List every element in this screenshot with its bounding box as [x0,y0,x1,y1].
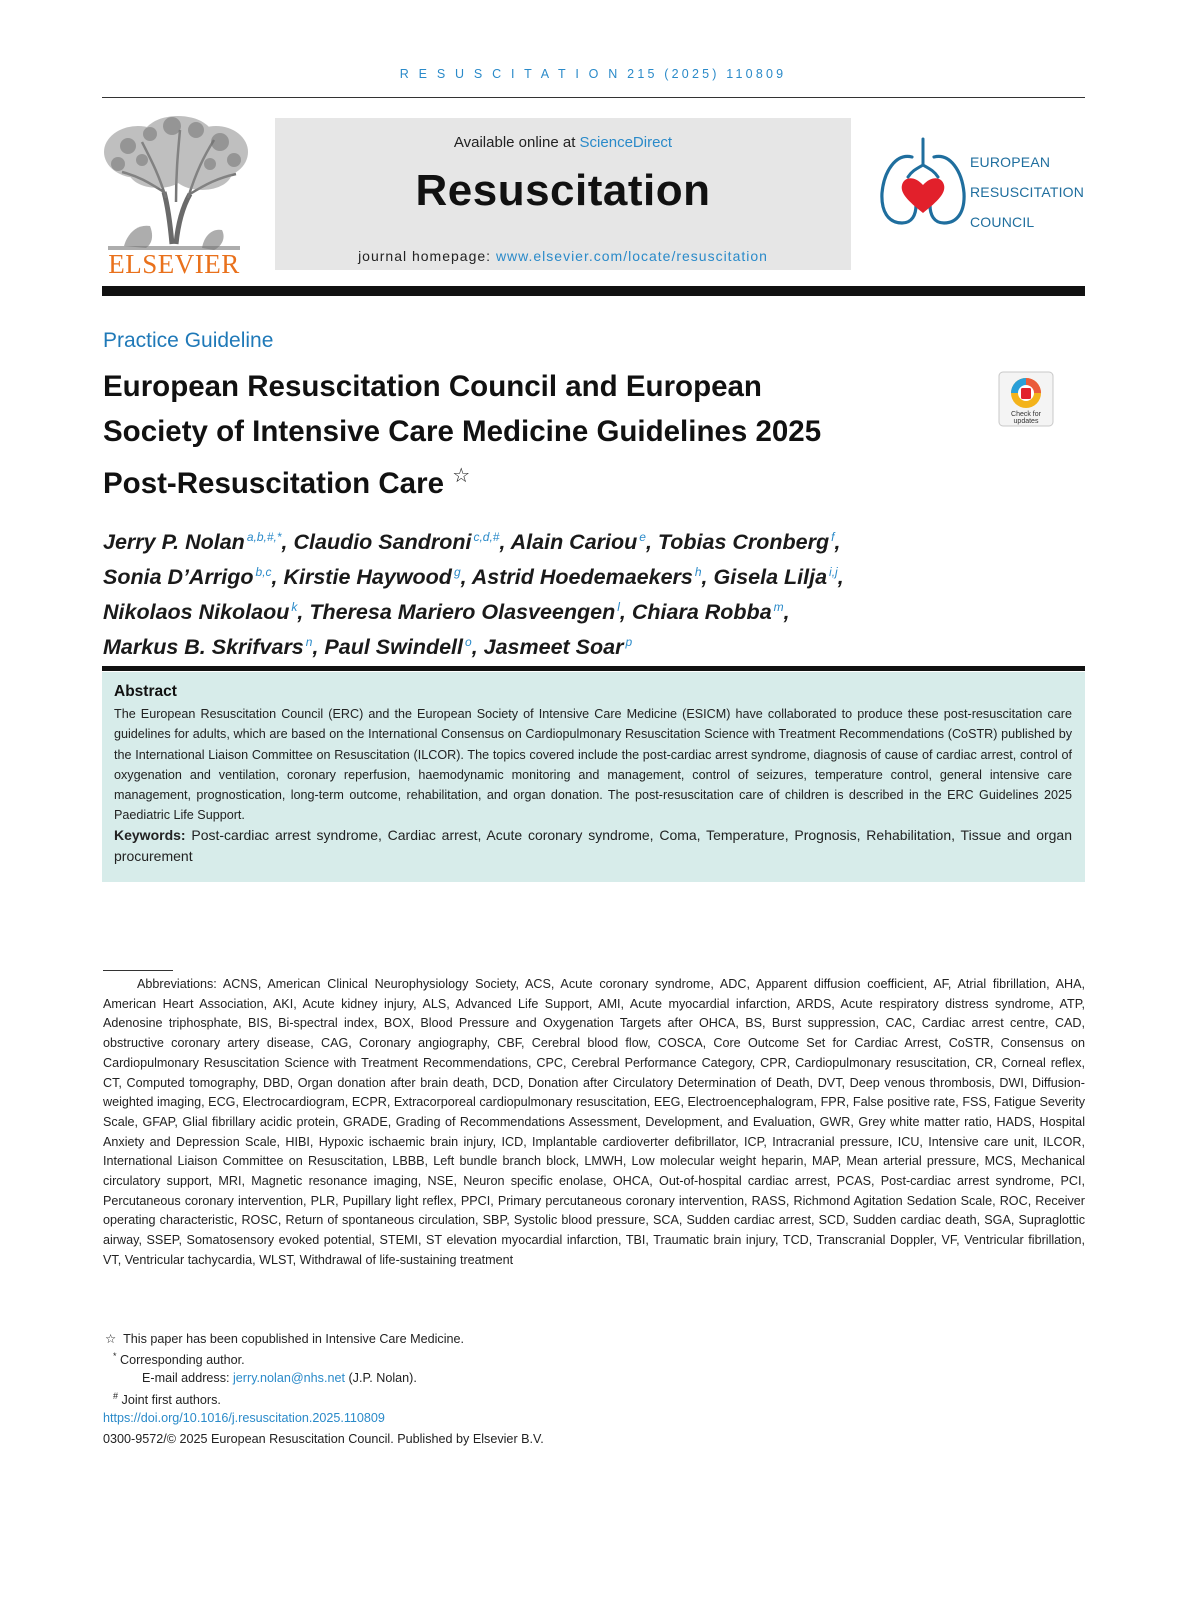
corr-mark: * [113,1351,117,1361]
erc-line-3: COUNCIL [970,214,1035,230]
copyright-line: 0300-9572/© 2025 European Resuscitation Council. Published by Elsevier B.V. [103,1432,544,1446]
keywords-label: Keywords: [114,827,186,844]
check-for-updates-icon[interactable] [998,371,1054,427]
email-prefix: E-mail address: [142,1371,233,1385]
email-note [142,1371,417,1385]
title-line-1: European Resuscitation Council and European [103,370,762,403]
abstract-body: The European Resuscitation Council (ERC) and the European Society of Intensive Care Medicine (ESICM) have collaborated to produce these post-resuscitation care guidelines for adults, which are based on the International Consensus on Cardiopulmonary Resuscitation Science with Treatment Recommendations (CoSTR) published by the International Liaison Committee on Resuscitation (ILCOR). The topics covered include the post-cardiac arrest syndrome, diagnosis of cause of cardiac arrest, control of oxygenation and ventilation, coronary reperfusion, haemodynamic monitoring and management, control of seizures, temperature control, general intensive care management, prognostication, long-term outcome, rehabilitation, and organ donation. The post-resuscitation care of children is described in the ERC Guidelines 2025 Paediatric Life Support. [114,707,1072,823]
author-affiliation[interactable]: p [625,635,633,650]
check-updates-line-1: Check for [1011,411,1041,418]
author-name: Markus B. Skrifvars [103,635,304,660]
author-name: Paul Swindell [324,635,463,660]
author-name: Tobias Cronberg [657,530,830,555]
journal-title: Resuscitation [415,166,711,215]
author-name: Astrid Hoedemaekers [471,565,693,590]
author-affiliation[interactable]: h [694,565,702,580]
abstract-heading: Abstract [114,683,177,700]
section-type: Practice Guideline [103,329,274,352]
abstract-rule [102,666,1085,671]
journal-homepage [275,248,851,264]
corresponding-text: Corresponding author. [120,1353,245,1368]
author-affiliation[interactable]: l [617,600,620,615]
author-name: Nikolaos Nikolaou [103,600,290,625]
available-online [275,134,851,151]
running-head: R E S U S C I T A T I O N 215 (2025) 110809 [399,67,787,81]
available-prefix: Available online at [453,134,580,151]
title-footnote-mark[interactable]: ☆ [452,465,471,487]
author-name: Gisela Lilja [713,565,828,590]
star-mark: ☆ [105,1332,117,1346]
author-affiliation[interactable]: e [639,530,646,544]
keywords-list: Post-cardiac arrest syndrome, Cardiac arrest, Acute coronary syndrome, Coma, Temperature, Prognosis, Rehabilitation, Tissue and organ procurement [114,827,1072,865]
author-affiliation[interactable]: f [831,530,835,544]
email-suffix: (J.P. Nolan). [344,1371,417,1385]
author-affiliation[interactable]: a,b,#,* [246,530,282,544]
header-rule [102,97,1085,98]
author-name: Claudio Sandroni [293,530,472,555]
author-name: Jasmeet Soar [483,635,624,660]
abbreviations: Abbreviations: ACNS, American Clinical Neurophysiology Society, ACS, Acute coronary syndrome, ADC, Apparent diffusion coefficient, AF, Atrial fibrillation, AHA, American Heart Association, AKI, Acute kidney injury, ALS, Advanced Life Support, AMI, Acute myocardial infarction, ARDS, Acute respiratory distress syndrome, ATP, Adenosine triphosphate, BIS, Bi-spectral index, BOX, Blood Pressure and Oxygenation Targets after OHCA, BS, Burst suppression, CAC, Cardiac arrest centre, CAD, obstructive coronary artery disease, CAG, Coronary angiography, CBF, Cerebral blood flow, COSCA, Core Outcome Set for Cardiac Arrest, CoSTR, Consensus on Cardiopulmonary Resuscitation Science with Treatment Recommendations, CPC, Cerebral Performance Category, CPR, Cardiopulmonary resuscitation, CR, Corneal reflex, CT, Computed tomography, DBD, Organ donation after brain death, DCD, Donation after Circulatory Determination of Death, DVT, Deep venous thrombosis, DWI, Diffusion-weighted imaging, ECG, Electrocardiogram, ECPR, Extracorporeal cardiopulmonary resuscitation, EEG, Electroencephalogram, FPR, False positive rate, FSS, Fatigue Severity Scale, GFAP, Glial fibrillary acidic protein, GRADE, Grading of Recommendations Assessment, Development, and Evaluation, GWR, Grey white matter ratio, HADS, Hospital Anxiety and Depression Scale, HIBI, Hypoxic ischaemic brain injury, ICD, Implantable cardioverter defibrillator, ICP, Intracranial pressure, ICU, Intensive care unit, ILCOR, International Liaison Committee on Resuscitation, LBBB, Left bundle branch block, LMWH, Low molecular weight heparin, MAP, Mean arterial pressure, MCS, Mechanical circulatory support, MRI, Magnetic resonance imaging, NSE, Neuron specific enolase, OHCA, Out-of-hospital cardiac arrest, PCAS, Post-cardiac arrest syndrome, PCI, Percutaneous coronary intervention, PLR, Pupillary light reflex, PPCI, Primary percutaneous coronary intervention, RASS, Richmond Agitation Sedation Scale, ROC, Receiver operating characteristic, ROSC, Return of spontaneous circulation, SBP, Systolic blood pressure, SCA, Sudden cardiac arrest, SCD, Sudden cardiac death, SGA, Supraglottic airway, SSEP, Somatosensory evoked potential, STEMI, ST elevation myocardial infarction, TBI, Traumatic brain injury, TCD, Transcranial Doppler, VF, Ventricular fibrillation, VT, Ventricular tachycardia, WLST, Withdrawal of life-sustaining treatment [103,977,1085,1267]
author-affiliation[interactable]: m [773,600,784,615]
masthead-rule [102,286,1085,296]
elsevier-wordmark: ELSEVIER [108,249,240,278]
title-line-2: Society of Intensive Care Medicine Guidelines 2025 [103,415,822,448]
sciencedirect-link[interactable]: ScienceDirect [579,134,673,151]
author-affiliation[interactable]: o [465,635,472,650]
homepage-link[interactable]: www.elsevier.com/locate/resuscitation [495,248,768,264]
author-affiliation[interactable]: n [305,635,313,650]
corresponding-note [113,1351,245,1367]
elsevier-tree-logo-icon[interactable] [98,112,250,278]
author-affiliation[interactable]: b,c [255,565,272,580]
email-link[interactable]: jerry.nolan@nhs.net [233,1371,345,1385]
author-affiliation[interactable]: g [453,565,461,580]
footnote-rule [103,970,173,971]
author-list: Jerry P. Nolan $^{a,b,\#,*}$, Claudio Sandroni $^{c,d,\#}$, Alain Cariou $^e$, Tobias Cronberg $^f$, Sonia D’Arrigo $^{b,c}$, Kirstie Haywood $^g$, Astrid Hoedemaekers $^h$, Gisela Lilja $^{i,j}$, Nikolaos Nikolaou $^k$, Theresa Mariero Olasveengen $^l$, Chiara Robba $^m$, Markus B. Skrifvars $^n$, Paul Swindell $^o$, Jasmeet Soar $^p$ [103,530,844,660]
author-affiliation[interactable]: c,d,# [473,530,500,544]
erc-wordmark [970,147,1084,237]
check-updates-line-2: updates [1013,418,1039,425]
erc-lungs-heart-logo-icon[interactable] [878,135,968,230]
author-name: Kirstie Haywood [283,565,452,590]
author-affiliation[interactable]: i,j [829,565,838,580]
homepage-prefix: journal homepage: [358,248,496,264]
abstract [114,682,1072,867]
author-name: Chiara Robba [631,600,772,625]
title-line-3: Post-Resuscitation Care [103,466,444,500]
joint-authors-note [113,1391,221,1407]
copublished-text: This paper has been copublished in Intensive Care Medicine. [123,1332,465,1346]
joint-mark: # [113,1391,119,1401]
author-name: Alain Cariou [510,530,638,555]
article-title [103,364,983,506]
author-name: Theresa Mariero Olasveengen [309,600,616,625]
copublished-note [105,1331,464,1346]
erc-line-2: RESUSCITATION [970,184,1085,200]
erc-line-1: EUROPEAN [970,154,1051,170]
joint-authors-text: Joint first authors. [121,1393,221,1408]
doi-link[interactable]: https://doi.org/10.1016/j.resuscitation.2025.110809 [103,1411,385,1425]
author-name: Jerry P. Nolan [103,530,245,555]
keywords [114,825,1072,867]
author-name: Sonia D’Arrigo [103,565,254,590]
author-affiliation[interactable]: k [291,600,298,615]
doi-line [103,1411,385,1425]
